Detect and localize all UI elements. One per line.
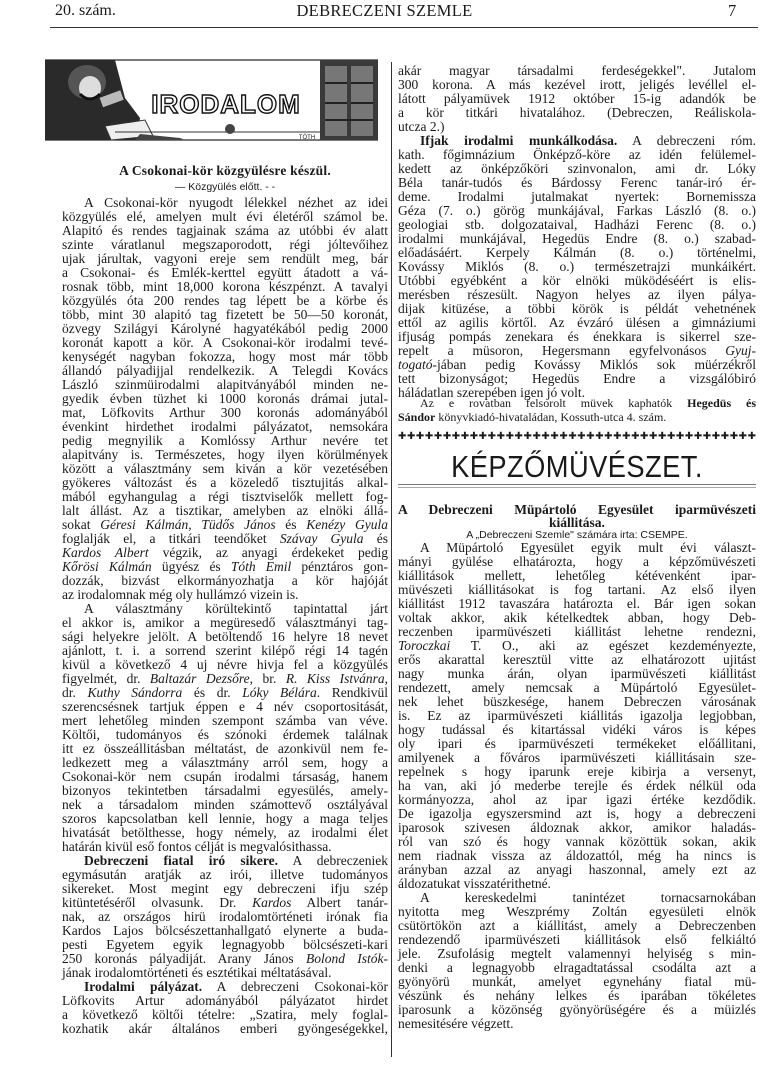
text-line: kivül a következő 4 uj névre hivja fel a közgyülés xyxy=(62,657,388,672)
text-line: Utóbbi egyébként a kör elnöki müködéséért is elis- xyxy=(398,273,756,288)
text-run: ügyész és xyxy=(151,559,231,574)
text-line: sikereket. Most megint egy debreczeni ifju szép xyxy=(62,881,388,896)
bold-run: Ifjak irodalmi munkálkodása. xyxy=(420,133,618,148)
text-line: erős akarattal keresztül vitte az elhatározott ujitást xyxy=(398,652,756,667)
banner-lettering: IRODALOM xyxy=(151,89,301,119)
text-line: amilyenek a főváros iparmüvészeti kiállitásain sze- xyxy=(398,750,756,765)
text-line: pesti Egyetem egyik legnagyobb bölcsészeti-kari xyxy=(62,937,388,952)
italic-run: Tóth Emil xyxy=(230,559,292,574)
text-line: Löfkovits Artur adományából pályázatot hirdet xyxy=(62,993,388,1008)
text-line: szerencsésnek tartjuk éppen e 4 név csoportositását, xyxy=(62,699,388,714)
irodalom-illustration xyxy=(45,58,378,142)
text-line: A Csokonai-kör nyugodt lélekkel nézhet az idei xyxy=(84,195,388,210)
text-line: kozhatik akár általános emberi gyöngeségekkel, xyxy=(62,1021,388,1036)
text-line: dijak kitüzése, a többi körök is példát vehetnének xyxy=(398,301,756,316)
exhibition-article-body xyxy=(398,541,756,1031)
text-line: irodalmi munkájával, Hegedüs Endre (8. o.) szabad- xyxy=(398,231,756,246)
text-line xyxy=(62,896,388,910)
italic-run: Kuthy Sándorra xyxy=(87,685,183,700)
text-line xyxy=(62,532,388,546)
text-line: több, mint 30 alapitó tag fizetett be 50—50 koronát, xyxy=(62,307,388,322)
text-line: kiállitások mellett, lehetőleg kétévenként ipar- xyxy=(398,568,756,583)
text-line xyxy=(398,344,756,358)
publication-title: DEBRECZENI SZEMLE xyxy=(296,1,473,20)
text-run: A debreczeniek xyxy=(278,853,388,868)
text-line: 300 korona. A más kezével irott, jeligés levéllel el- xyxy=(398,77,756,92)
italic-run: Toroczkai xyxy=(398,638,451,653)
text-line: deme. Irodalmi jutalmakat nyertek: Bornemissza xyxy=(398,189,756,204)
text-line: nemesitésére végzett. xyxy=(398,1016,514,1031)
text-line: az irodalomnak még oly hullámzó vizein is. xyxy=(62,587,299,602)
bookshop-note xyxy=(398,396,756,424)
text-line: szoros kapcsolatban kell lennie, hogy a maga teljes xyxy=(62,811,388,826)
text-run: és dr. xyxy=(182,685,243,700)
section-rule xyxy=(398,484,756,488)
text-line: Béla tanár-tudós és Bárdossy Ferenc tanár-iró ér- xyxy=(398,175,756,190)
text-line: évenkint hirdethet irodalmi pályázatot, nemsokára xyxy=(62,419,388,434)
text-line xyxy=(62,854,388,868)
text-line: gyökeres változást és a közeledő tisztujitás alkal- xyxy=(62,475,388,490)
cross-separator: ✚✚✚✚✚✚✚✚✚✚✚✚✚✚✚✚✚✚✚✚✚✚✚✚✚✚✚✚✚✚✚✚✚✚✚✚✚✚✚✚ xyxy=(398,431,756,442)
text-line: el akkor is, amikor a megüresedő választmányi tag- xyxy=(62,615,388,630)
text-line: jele. Zsufolásig megtelt valamennyi helyiség s min- xyxy=(398,946,756,961)
right-column-body xyxy=(398,64,756,400)
text-line: itt ez összeállitásban méltatást, de azonkivül nem fe- xyxy=(62,741,388,756)
text-run: T. O., aki az egészet kezdeményezte, xyxy=(450,638,756,653)
article-title-line: A Debreczeni Müpártoló Egyesület iparmüvészeti xyxy=(398,502,756,517)
text-run: Az e rovatban felsorolt müvek kaphatók xyxy=(420,396,688,410)
text-line: A választmány körültekintő tapintattal járt xyxy=(84,601,388,616)
text-line: vészünk és nehány lelkes és iparában tökéletes xyxy=(398,988,756,1003)
artist-signature: TÓTH xyxy=(298,135,316,141)
text-line xyxy=(62,672,388,686)
italic-run: Tüdős János xyxy=(201,517,276,532)
text-line: ajánlott, t. i. a sorrend szerint kilépő régi 14 tagén xyxy=(62,643,388,658)
text-run: dr. xyxy=(62,685,88,700)
text-line xyxy=(62,686,388,700)
text-line: állandó pályadijjal rendelkezik. A Telegdi Kovács xyxy=(62,363,388,378)
text-line: nagy munka árán, olyan iparmüvészeti kiállitást xyxy=(398,666,756,681)
text-line: közgyülés elé, amelyen mult évi életéről számol be. xyxy=(62,209,388,224)
text-run: A debreczeni róm. xyxy=(617,133,756,148)
text-line xyxy=(62,980,388,994)
text-line xyxy=(62,560,388,574)
text-line: a kör titkári hivatalához. (Debreczen, Reáliskola- xyxy=(398,105,756,120)
italic-run: Szávay Gyula xyxy=(279,531,364,546)
text-line: mából egyhangulag a régi tisztviselők mellett fog- xyxy=(62,489,388,504)
text-run: figyelmét, dr. xyxy=(62,671,150,686)
text-run: -jában pedig Kovássy Miklós sok müérzékről xyxy=(432,357,756,372)
text-line xyxy=(398,358,756,372)
text-line: De igazolja egyszersmind azt is, hogy a debreczeni xyxy=(398,806,756,821)
text-line: voltak akkor, akik kételkedtek abban, hogy Deb- xyxy=(398,610,756,625)
text-line: tett bizonyságot; Hegedüs Endre a vizsgálóbiró xyxy=(398,371,756,386)
text-line: ettől az agilis körtől. Az évzáró ülésen a gimnáziumi xyxy=(398,315,756,330)
text-line: ledkezett meg a választmány arról sem, hogy a xyxy=(62,755,388,770)
text-line: áldozatukat visszatérithetné. xyxy=(398,876,551,891)
text-line: Géza (7. o.) görög munkájával, Farkas László (8. o.) xyxy=(398,203,756,218)
text-line: lalt állást. Az a tisztikar, amelyben az elnöki állá- xyxy=(62,503,388,518)
text-line: A Müpártoló Egyesület egyik mult évi választ- xyxy=(420,540,756,555)
text-line: iparosok szivesen áldoznak akkor, amikor haladás- xyxy=(398,820,756,835)
text-line: határán kivül eső fontos célját is megvalósithassa. xyxy=(62,839,332,854)
text-run: , br. xyxy=(249,671,286,686)
text-run: . Rendkivül xyxy=(316,685,388,700)
text-line: akár magyar társadalmi ferdeségekkel". Jutalom xyxy=(398,63,756,78)
italic-run: togató xyxy=(398,357,433,372)
text-run: és xyxy=(275,517,307,532)
text-line: a Csokonai- és Emlék-kerttel együtt átadott a vá- xyxy=(62,265,388,280)
text-line: látott pályamüvek 1912 október 15-ig adandók be xyxy=(398,91,756,106)
article-title-line: kiállitása. xyxy=(549,515,605,530)
text-line xyxy=(62,518,388,532)
text-line: iparosunk a közönség gyönyörüségére és a müizlés xyxy=(398,1002,756,1017)
bold-run: Irodalmi pályázat. xyxy=(84,979,203,994)
text-line: repelnek s hogy iparunk ereje kibirja a versenyt, xyxy=(398,764,756,779)
italic-run: Baltazár Dezsőre xyxy=(149,671,250,686)
text-line xyxy=(398,396,756,410)
issue-number: 20. szám. xyxy=(55,2,116,19)
text-line: nem riadnak vissza az áldozattól, még ha nincs is xyxy=(398,848,756,863)
bold-run: Hegedüs és xyxy=(687,396,757,410)
text-run: Albert tanár- xyxy=(291,895,388,910)
text-line: denki a legnagyobb elragadtatással csodálta azt a xyxy=(398,960,756,975)
page-number: 7 xyxy=(728,1,737,20)
column-divider xyxy=(391,62,392,1057)
text-line: Alapitó és rendes tagjainak száma az utóbbi év alatt xyxy=(62,223,388,238)
bold-run: Sándor xyxy=(398,410,436,424)
text-line: között a választmány sem kiván a kör vezetésében xyxy=(62,461,388,476)
text-line: nyitotta meg Weszprémy Zoltán egyesületi elnök xyxy=(398,904,756,919)
text-line: is. Ez az iparmüvészeti kiállitás igazolja legjobban, xyxy=(398,708,756,723)
text-line: nek lehet büszkesége, hanem Debreczen városának xyxy=(398,694,756,709)
text-line: Csokonai-kör nem csupán irodalmi társaság, hanem xyxy=(62,769,388,784)
text-line: mert lehetőleg minden szempont számba van véve. xyxy=(62,713,388,728)
italic-run: R. Kiss Istvánra xyxy=(285,671,385,686)
italic-run: Kardos xyxy=(252,895,292,910)
text-line: hivatását betölthesse, hogy némely, az irodalmi élet xyxy=(62,825,388,840)
text-run: könyvkiadó-hivataládan, Kossuth-utca 4. szám. xyxy=(435,410,667,424)
text-line: hogy tudással és kitartással vidéki város is képes xyxy=(398,722,756,737)
text-line: geologiai stb. dolgozataival, Hadházi Ferenc (8. o.) xyxy=(398,217,756,232)
text-line xyxy=(62,952,388,966)
text-line: háládatlan szerepében igen jó volt. xyxy=(398,385,586,400)
text-line: ha van, aki jó mederbe terejle és érdek nélkül oda xyxy=(398,778,756,793)
text-line: ujak járultak, vagyoni ereje sem rendült meg, bár xyxy=(62,251,388,266)
text-line: nak, az országos hirü irodalomtörténeti irónak fia xyxy=(62,909,388,924)
left-column-body xyxy=(62,196,388,1036)
italic-run: Bolond Istók- xyxy=(305,951,388,966)
text-run: kitüntetéséről olvasunk. Dr. xyxy=(62,895,253,910)
text-run: pénztáros gon- xyxy=(291,559,388,574)
text-line: bizonyos tekintetben társadalmi egyesülés, amely- xyxy=(62,783,388,798)
text-line: utcza 2.) xyxy=(398,119,445,134)
text-line: közgyülés óta 200 rendes tag lépett be a körbe és xyxy=(62,293,388,308)
text-run: foglalják el, a titkári teendőket xyxy=(62,531,280,546)
text-line: müvészeti kiállitásokat is fog tartani. Az első ilyen xyxy=(398,582,756,597)
text-line: koronát kapott a kör. A Csokonai-kör irodalmi tevé- xyxy=(62,335,388,350)
article-byline: A „Debreczeni Szemle" számára irta: CSEMPE. xyxy=(466,529,688,541)
text-line: ról van szó és hogy vannak közöttük sokan, akik xyxy=(398,834,756,849)
text-line: ifjuság pompás zenekara és énekkara is sikerrel sze- xyxy=(398,329,756,344)
text-line: arányban azzal az anyagi haszonnal, amely ezt az xyxy=(398,862,756,877)
text-line: alapitvány is. Természetes, hogy ilyen körülmények xyxy=(62,447,388,462)
text-line: özvegy Szilágyi Károlyné hagyatékából pedig 2000 xyxy=(62,321,388,336)
text-line: László szinmüirodalmi alapitványából minden ne- xyxy=(62,377,388,392)
italic-run: Kőrösi Kálmán xyxy=(62,559,152,574)
text-line xyxy=(398,410,756,424)
italic-run: Géresi Kálmán xyxy=(100,517,189,532)
article-subtitle: — Közgyülés előtt. - - xyxy=(174,181,276,193)
text-line: sági helyekre jelölt. A betöltendő 16 helyre 18 nevet xyxy=(62,629,388,644)
text-line: Kardos Lajos bölcsészettanhallgató elynerte a buda- xyxy=(62,923,388,938)
section-title: KÉPZŐMÜVÉSZET. xyxy=(451,449,703,484)
text-run: , xyxy=(384,671,389,686)
text-line: szinte váratlanul megszaporodott, régi jóltevőihez xyxy=(62,237,388,252)
text-line: rendezett, amely nemcsak a Müpártoló Egyesület- xyxy=(398,680,756,695)
text-line: csütörtökön azt a kiállitást, amely a Debreczenben xyxy=(398,918,756,933)
text-line: mat, Löfkovits Arthur 300 koronás adományából xyxy=(62,405,388,420)
text-line: pedig megnyilik a Komlóssy Arthur nevére tet xyxy=(62,433,388,448)
text-line: A kereskedelmi tanintézet tornacsarnokában xyxy=(420,890,756,905)
text-line: gyedik évben tüzhet ki 1000 koronás drámai jutal- xyxy=(62,391,388,406)
bold-run: Debreczeni fiatal iró sikere. xyxy=(84,853,279,868)
text-line: mányi gyülése elhatározta, hogy a képzőmüvészeti xyxy=(398,554,756,569)
text-line: rosnak több, mint 18,000 korona készpénzt. A tavalyi xyxy=(62,279,388,294)
header-rule xyxy=(50,27,758,28)
italic-run: Kardos Albert xyxy=(62,545,149,560)
text-run: A debreczeni Csokonai-kör xyxy=(202,979,388,994)
text-line: oly ipari és iparmüvészeti termékeket előállitani, xyxy=(398,736,756,751)
text-line: kormányozza, ahol az ipar igazi értéke kezdődik. xyxy=(398,792,756,807)
text-line xyxy=(398,134,756,148)
text-line: jának irodalomtörténeti és esztétikai méltatásával. xyxy=(62,965,332,980)
text-line: Költői, tudományos és szónoki érdemek találnak xyxy=(62,727,388,742)
italic-run: Kenézy Gyula xyxy=(306,517,389,532)
italic-run: Gyuj- xyxy=(725,343,756,358)
text-line: egymásután aratják az irói, illetve tudományos xyxy=(62,867,388,882)
bookcase xyxy=(320,60,378,140)
text-line: merésben részesült. Nagyon helyes az ilyen pálya- xyxy=(398,287,756,302)
text-line: kath. főgimnázium Önképző-köre az idén felülemel- xyxy=(398,147,756,162)
text-run: repelt a müsoron, Hegersmann egyfelvonásos xyxy=(398,343,726,358)
text-run: végzik, az anyagi érdekeket pedig xyxy=(148,545,388,560)
text-line: nek a társadalom minden számottevő osztályával xyxy=(62,797,388,812)
text-run: és xyxy=(363,531,389,546)
text-line xyxy=(398,639,756,653)
italic-run: Lóky Bélára xyxy=(242,685,317,700)
text-line: dozzák, bizvást elkormányozhatja a kör hajóját xyxy=(62,573,388,588)
text-run: sokat xyxy=(62,517,101,532)
text-line: kenységét nagyban fokozza, hogy most már több xyxy=(62,349,388,364)
text-line: gyönyörü munkát, amelyet egynehány fiatal mü- xyxy=(398,974,756,989)
text-line: kiállitást 1912 tavaszára határozta el. Bár igen sokan xyxy=(398,596,756,611)
text-line: előadásáért. Kerpely Kálmán (8. o.) történelmi, xyxy=(398,245,756,260)
text-run: 250 koronás pályadiját. Arany János xyxy=(62,951,306,966)
text-line: a következő költői tételre: „Szatira, mely foglal- xyxy=(62,1007,388,1022)
text-line xyxy=(62,546,388,560)
text-line: reczenben iparmüvészeti kiállitást lehetne rendezni, xyxy=(398,624,756,639)
text-run: , xyxy=(188,517,202,532)
article-title: A Csokonai-kör közgyülésre készül. xyxy=(119,163,331,178)
text-line: rendezendő iparmüvészeti kiállitások első felkiáltó xyxy=(398,932,756,947)
text-line: kedett az önképzőköri szinvonalon, ami dr. Lóky xyxy=(398,161,756,176)
text-line: Kovássy Miklós (8. o.) természetrajzi munkáikért. xyxy=(398,259,756,274)
